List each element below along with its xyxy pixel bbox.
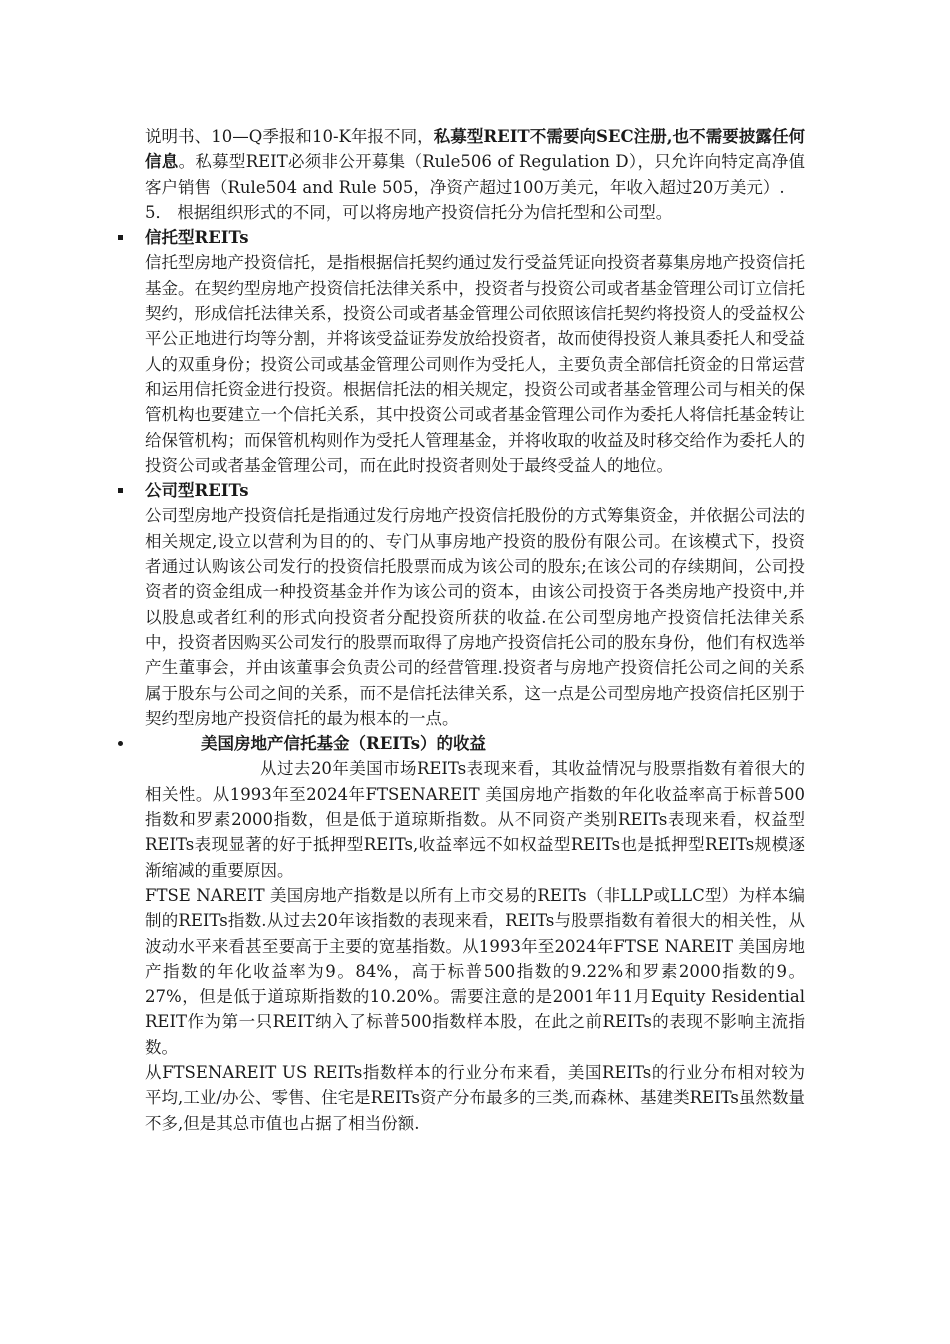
square-bullet-icon xyxy=(115,478,125,503)
section-company-body: 公司型房地产投资信托是指通过发行房地产投资信托股份的方式筹集资金，并依据公司法的相关规定,设立以营利为目的的、专门从事房地产投资的股份有限公司。在该模式下，投资者通过认购该公司发行的投资信托股票而成为该公司的股东;在该公司的存续期间，公司投资者的资金组成一种投资基金并作为该公司的资本，由该公司投资于各类房地产投资中,并以股息或者红利的形式向投资者分配投资所获的收益.在公司型房地产投资信托法律关系中，投资者因购买公司发行的股票而取得了房地产投资信托公司的股东身份，他们有权选举产生董事会，并由该董事会负责公司的经营管理.投资者与房地产投资信托公司之间的关系属于股东与公司之间的关系，而不是信托法律关系，这一点是公司型房地产投资信托区别于契约型房地产投资信托的最为根本的一点。 xyxy=(145,506,805,728)
document-body xyxy=(145,124,805,1136)
square-bullet-icon xyxy=(115,225,125,250)
intro-paragraph xyxy=(145,124,805,200)
section-heading-company-text: 公司型REITs xyxy=(145,481,249,501)
section-heading-trust-text: 信托型REITs xyxy=(145,228,249,248)
intro-text-1: 说明书、10—Q季报和10-K年报不同， xyxy=(145,127,434,146)
intro-bold-text: 私募型REIT不需要向SEC注册,也不需要披露任何信息 xyxy=(145,127,806,172)
section-heading-company xyxy=(145,478,805,503)
section-heading-returns-text: 美国房地产信托基金（REITs）的收益 xyxy=(201,734,487,754)
section-heading-trust xyxy=(145,225,805,250)
intro-text-2: 。私募型REIT必须非公开募集（Rule506 of Regulation D），只允许向特定高净值客户销售（Rule504 and Rule 505，净资产超过100万美元，年收入超过20万美元）. xyxy=(145,152,806,197)
section-returns-paragraph-2: FTSE NAREIT 美国房地产指数是以所有上市交易的REITs（非LLP或LLC型）为样本编制的REITs指数.从过去20年该指数的表现来看，REITs与股票指数有着很大的相关性，从波动水平来看甚至要高于主要的宽基指数。从1993年至2024年FTSE NAREIT 美国房地产指数的年化收益率为9。84%，高于标普500指数的9.22%和罗素2000指数的9。27%，但是低于道琼斯指数的10.20%。需要注意的是2001年11月Equity Residential REIT作为第一只REIT纳入了标普500指数样本股，在此之前REITs的表现不影响主流指数。 xyxy=(145,885,805,1057)
section-returns-paragraph-3: 从FTSENAREIT US REITs指数样本的行业分布来看，美国REITs的行业分布相对较为平均,工业/办公、零售、住宅是REITs资产分布最多的三类,而森林、基建类REITs虽然数量不多,但是其总市值也占据了相当份额. xyxy=(145,1062,805,1133)
section-returns-paragraph-1: 从过去20年美国市场REITs表现来看，其收益情况与股票指数有着很大的相关性。从1993年至2024年FTSENAREIT 美国房地产指数的年化收益率高于标普500指数和罗素2000指数，但是低于道琼斯指数。从不同资产类别REITs表现来看，权益型REITs表现显著的好于抵押型REITs,收益率远不如权益型REITs也是抵押型REITs规模逐渐缩减的重要原因。 xyxy=(145,759,805,880)
round-bullet-icon xyxy=(115,731,125,756)
section-heading-returns xyxy=(145,731,805,756)
item-5-paragraph: 5． 根据组织形式的不同，可以将房地产投资信托分为信托型和公司型。 xyxy=(145,202,673,222)
section-trust-body: 信托型房地产投资信托，是指根据信托契约通过发行受益凭证向投资者募集房地产投资信托基金。在契约型房地产投资信托法律关系中，投资者与投资公司或者基金管理公司订立信托契约，形成信托法律关系，投资公司或者基金管理公司依照该信托契约将投资人的受益权公平公正地进行均等分割，并将该受益证券发放给投资者，故而使得投资人兼具委托人和受益人的双重身份；投资公司或基金管理公司则作为受托人，主要负责全部信托资金的日常运营和运用信托资金进行投资。根据信托法的相关规定，投资公司或者基金管理公司与相关的保管机构也要建立一个信托关系，其中投资公司或者基金管理公司作为委托人将信托基金转让给保管机构；而保管机构则作为受托人管理基金，并将收取的收益及时移交给作为委托人的投资公司或者基金管理公司，而在此时投资者则处于最终受益人的地位。 xyxy=(145,253,805,475)
